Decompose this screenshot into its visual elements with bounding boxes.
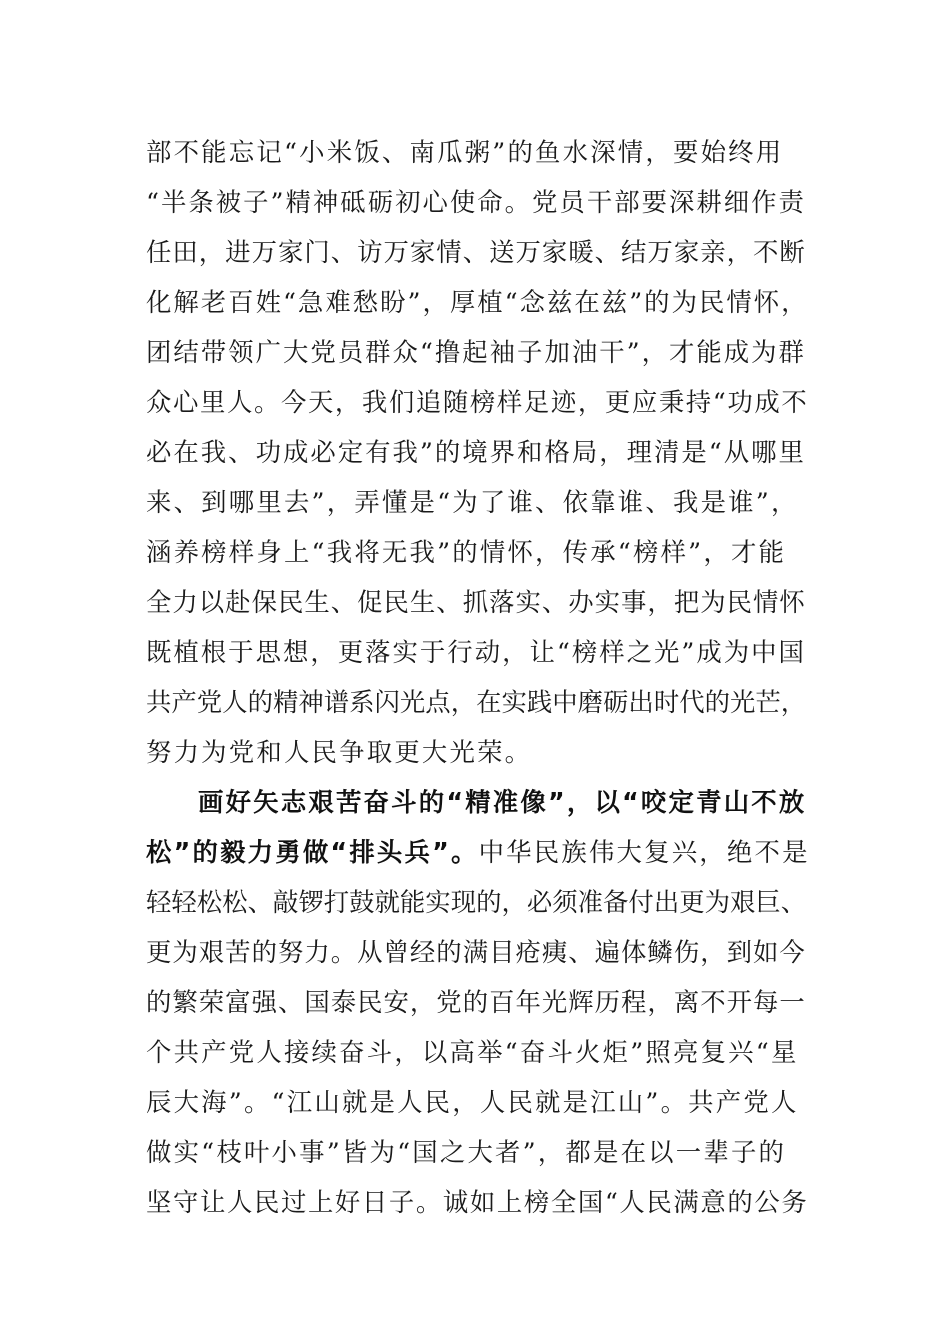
- paragraph-2-line-9: 坚守让人民过上好日子。诚如上榜全国“人民满意的公务: [146, 1187, 809, 1217]
- paragraph-2-heading-line-2: 松”的毅力勇做“排头兵”。: [146, 837, 479, 867]
- paragraph-2-line-2: [146, 837, 810, 867]
- paragraph-1-line-5: 团结带领广大党员群众“撸起袖子加油干”，才能成为群: [146, 337, 806, 367]
- paragraph-2-line-3: 轻轻松松、敲锣打鼓就能实现的，必须准备付出更为艰巨、: [146, 887, 807, 917]
- paragraph-1-line-6: 众心里人。今天，我们追随榜样足迹，更应秉持“功成不: [146, 387, 809, 417]
- paragraph-1-line-2: “半条被子”精神砥砺初心使命。党员干部要深耕细作责: [146, 187, 806, 217]
- paragraph-1-line-12: 共产党人的精神谱系闪光点，在实践中磨砺出时代的光芒，: [146, 687, 807, 717]
- paragraph-1-line-7: 必在我、功成必定有我”的境界和格局，理清是“从哪里: [146, 437, 806, 467]
- paragraph-1-line-8: 来、到哪里去”，弄懂是“为了谁、依靠谁、我是谁”，: [146, 487, 799, 517]
- paragraph-1-line-3: 任田，进万家门、访万家情、送万家暖、结万家亲，不断: [146, 237, 806, 267]
- paragraph-1-line-4: 化解老百姓“急难愁盼”，厚植“念兹在兹”的为民情怀，: [146, 287, 809, 317]
- paragraph-1-line-1: 部不能忘记“小米饭、南瓜粥”的鱼水深情，要始终用: [146, 137, 784, 167]
- paragraph-2-heading-line-1: 画好矢志艰苦奋斗的“精准像”，以“咬定青山不放: [198, 787, 807, 817]
- paragraph-1-line-13: 努力为党和人民争取更大光荣。: [146, 737, 533, 767]
- paragraph-2-line-6: 个共产党人接续奋斗，以高举“奋斗火炬”照亮复兴“星: [146, 1037, 799, 1067]
- paragraph-1-line-10: 全力以赴保民生、促民生、抓落实、办实事，把为民情怀: [146, 587, 806, 617]
- paragraph-1-line-9: 涵养榜样身上“我将无我”的情怀，传承“榜样”，才能: [146, 537, 787, 567]
- paragraph-2-line-5: 的繁荣富强、国泰民安，党的百年光辉历程，离不开每一: [146, 987, 806, 1017]
- paragraph-1-line-11: 既植根于思想，更落实于行动，让“榜样之光”成为中国: [146, 637, 806, 667]
- paragraph-2-line-2-text: 中华民族伟大复兴，绝不是: [478, 837, 810, 867]
- paragraph-2-line-4: 更为艰苦的努力。从曾经的满目疮痍、遍体鳞伤，到如今: [146, 937, 806, 967]
- paragraph-2-line-7: 辰大海”。“江山就是人民，人民就是江山”。共产党人: [146, 1087, 799, 1117]
- paragraph-2-line-8: 做实“枝叶小事”皆为“国之大者”，都是在以一辈子的: [146, 1137, 787, 1167]
